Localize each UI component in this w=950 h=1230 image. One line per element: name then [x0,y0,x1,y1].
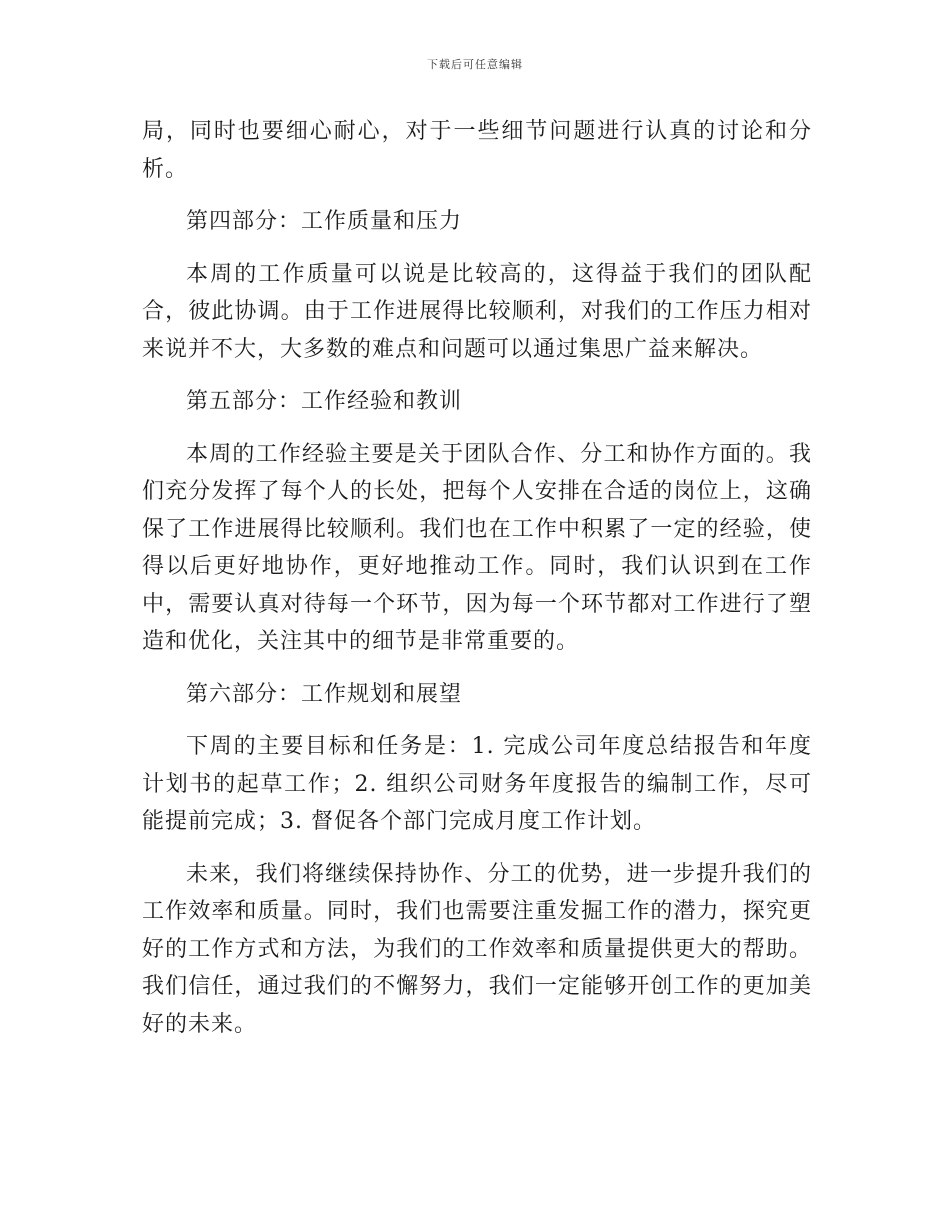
paragraph-continued: 局，同时也要细心耐心，对于一些细节问题进行认真的讨论和分析。 [142,119,812,182]
paragraph-next-week-plan: 下周的主要目标和任务是：1. 完成公司年度总结报告和年度计划书的起草工作；2. 组织公司财务年度报告的编制工作，尽可能提前完成；3. 督促各个部门完成月度工作计划。 [142,734,812,834]
paragraph-future-outlook: 未来，我们将继续保持协作、分工的优势，进一步提升我们的工作效率和质量。同时，我们也需要注重发掘工作的潜力，探究更好的工作方式和方法，为我们的工作效率和质量提供更大的帮助。我们信任，通过我们的不懈努力，我们一定能够开创工作的更加美好的未来。 [142,861,812,1037]
page-header: 下载后可任意编辑 [427,58,523,71]
document-body [142,113,812,1058]
section-heading-part-6: 第六部分：工作规划和展望 [186,681,463,707]
section-heading-part-4: 第四部分：工作质量和压力 [186,209,463,234]
paragraph-quality-pressure: 本周的工作质量可以说是比较高的，这得益于我们的团队配合，彼此协调。由于工作进展得比较顺利，对我们的工作压力相对来说并不大，大多数的难点和问题可以通过集思广益来解决。 [142,261,812,362]
section-heading-part-5: 第五部分：工作经验和教训 [186,389,463,414]
paragraph-experience-lessons: 本周的工作经验主要是关于团队合作、分工和协作方面的。我们充分发挥了每个人的长处，把每个人安排在合适的岗位上，这确保了工作进展得比较顺利。我们也在工作中积累了一定的经验，使得以后更好地协作，更好地推动工作。同时，我们认识到在工作中，需要认真对待每一个环节，因为每一个环节都对工作进行了塑造和优化，关注其中的细节是非常重要的。 [142,441,812,654]
